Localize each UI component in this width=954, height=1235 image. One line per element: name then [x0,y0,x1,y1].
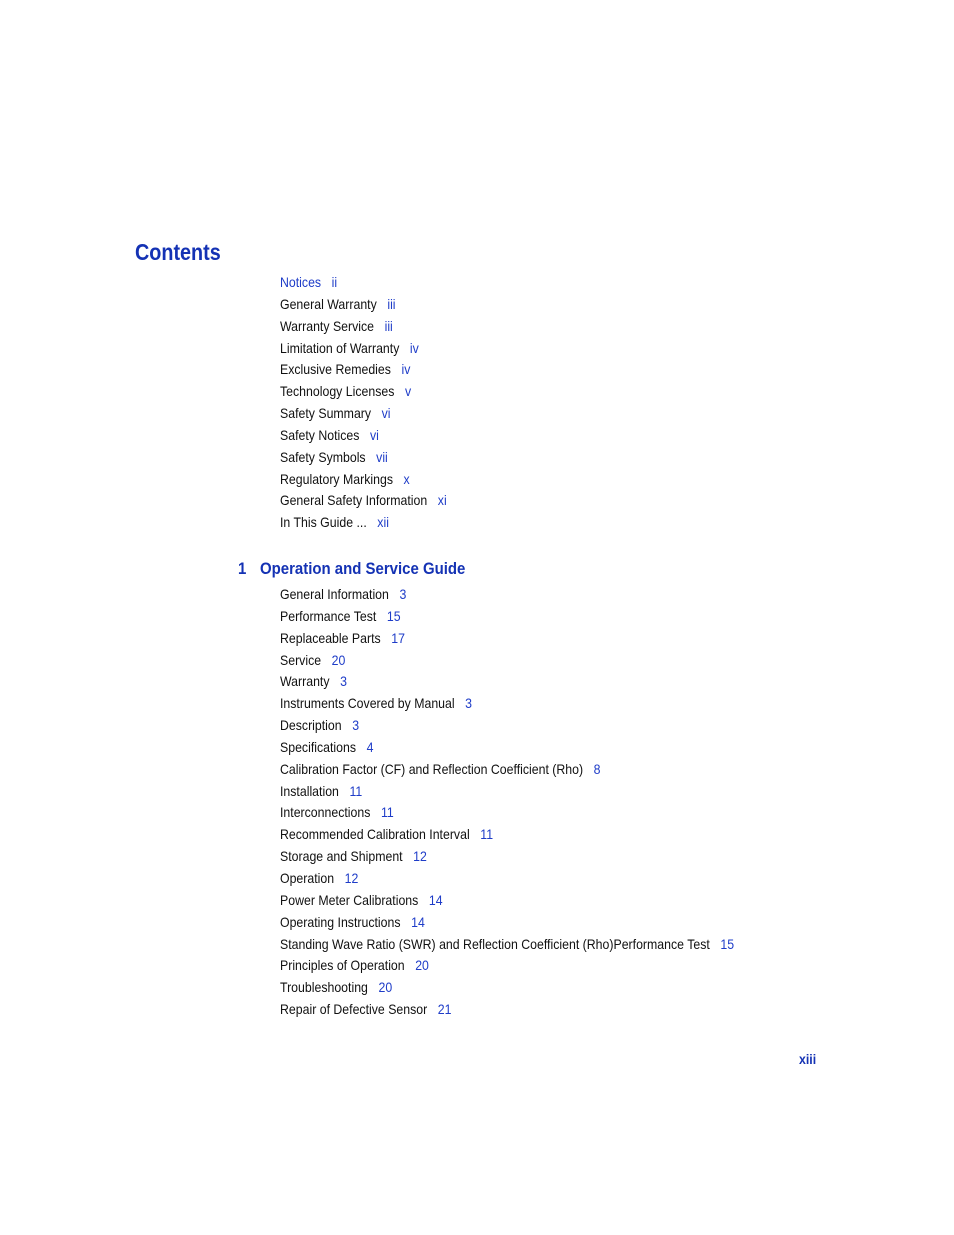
toc-entry-label: Operating Instructions [280,913,401,930]
toc-entry-label[interactable]: Notices [280,274,322,290]
toc-entry-general-safety-information[interactable] [280,490,447,512]
toc-entry[interactable] [280,868,734,890]
chapter-title[interactable]: Operation and Service Guide [260,559,466,578]
toc-page-link[interactable]: 15 [720,935,735,952]
toc-entry-label: Warranty Service [280,317,375,334]
toc-entry-label: General Safety Information [280,492,428,509]
toc-entry-label: Warranty [280,673,330,690]
toc-entry[interactable] [280,934,734,956]
toc-entry[interactable] [280,781,734,803]
toc-entry-label: Standing Wave Ratio (SWR) and Reflection Coefficient (Rho)Performance Test [280,935,710,952]
toc-page-link[interactable]: 12 [413,848,427,865]
toc-entry-label: Safety Symbols [280,448,366,465]
toc-page-link[interactable]: iii [384,317,393,334]
toc-page-link[interactable]: 21 [437,1001,452,1018]
toc-entry-label: Interconnections [280,804,371,821]
toc-entry-label: Troubleshooting [280,979,368,996]
toc-entry[interactable] [280,912,734,934]
toc-entry-safety-summary[interactable] [280,403,447,425]
toc-entry[interactable] [280,715,734,737]
toc-page-link[interactable]: 17 [391,629,405,646]
toc-entry-label: Replaceable Parts [280,629,381,646]
toc-page-link[interactable]: iv [409,339,419,356]
page-title: Contents [135,239,221,265]
toc-entry[interactable] [280,955,734,977]
toc-entry-technology-licenses[interactable] [280,381,447,403]
toc-page-link[interactable]: vi [381,405,391,422]
toc-entry-in-this-guide[interactable] [280,512,447,534]
toc-page-link[interactable]: 3 [399,586,407,602]
toc-page-link[interactable]: v [404,383,412,400]
toc-entry-notices[interactable] [280,272,447,294]
toc-page-link[interactable]: xi [437,492,447,509]
toc-entry[interactable] [280,606,734,628]
toc-entry-safety-symbols[interactable] [280,447,447,469]
toc-entry-label: Operation [280,869,335,886]
toc-page-link[interactable]: 20 [415,957,429,974]
toc-entry-limitation-of-warranty[interactable] [280,338,447,360]
toc-entry[interactable] [280,846,734,868]
toc-page-link[interactable]: 11 [480,826,494,843]
toc-entry-label: Performance Test [280,607,377,624]
toc-entry-warranty-service[interactable] [280,316,447,338]
toc-entry-label: Power Meter Calibrations [280,891,419,908]
toc-page-link[interactable]: 8 [593,760,601,777]
toc-entry[interactable] [280,737,734,759]
toc-entry[interactable] [280,671,734,693]
toc-entry-label: Regulatory Markings [280,470,393,487]
toc-entry[interactable] [280,693,734,715]
toc-page-link[interactable]: 12 [344,869,359,886]
toc-entry-label: Safety Notices [280,426,360,443]
toc-page-link[interactable]: vii [376,448,388,465]
toc-entry-label: Technology Licenses [280,383,395,400]
toc-entry[interactable] [280,584,734,606]
toc-entry-exclusive-remedies[interactable] [280,359,447,381]
toc-entry-safety-notices[interactable] [280,425,447,447]
toc-page-link[interactable]: x [403,470,410,487]
toc-entry[interactable] [280,890,734,912]
toc-page-link[interactable]: 20 [378,979,393,996]
toc-entry-label: Limitation of Warranty [280,339,400,356]
toc-entry-label: Description [280,717,342,734]
toc-entry[interactable] [280,650,734,672]
toc-page-link[interactable]: 11 [380,804,394,821]
toc-entry-label: Instruments Covered by Manual [280,695,455,712]
toc-entry[interactable] [280,759,734,781]
chapter-number: 1 [238,559,247,578]
toc-page-link[interactable]: 4 [366,738,374,755]
toc-entry-label: Principles of Operation [280,957,405,974]
toc-entry-label: Installation [280,782,339,799]
toc-page-link[interactable]: 3 [465,695,473,712]
toc-page-link[interactable]: 14 [428,891,443,908]
toc-page-link[interactable]: 3 [340,673,347,690]
front-matter-list [280,272,469,534]
toc-page-link[interactable]: 20 [331,651,346,668]
toc-page-link[interactable]: 15 [386,607,401,624]
toc-entry-label: General Information [280,586,389,602]
chapter-heading[interactable] [238,559,465,579]
page-number: xiii [799,1051,817,1067]
chapter-entry-list [280,584,796,1021]
toc-entry[interactable] [280,977,734,999]
toc-page-link[interactable]: 11 [349,782,363,799]
toc-page-link[interactable]: 14 [411,913,425,930]
toc-entry-label: Calibration Factor (CF) and Reflection Coefficient (Rho) [280,760,584,777]
toc-entry-label: Exclusive Remedies [280,361,391,378]
toc-entry[interactable] [280,628,734,650]
toc-entry-label: General Warranty [280,295,377,312]
toc-entry-label: Service [280,651,322,668]
toc-page-link[interactable]: vi [369,426,379,443]
toc-entry-label: Safety Summary [280,405,372,422]
toc-page-link[interactable]: 3 [352,717,360,734]
toc-entry-label: Recommended Calibration Interval [280,826,470,843]
toc-entry-label: Repair of Defective Sensor [280,1001,428,1018]
toc-entry-regulatory-markings[interactable] [280,469,447,491]
toc-entry-label: Storage and Shipment [280,848,403,865]
toc-entry-label: In This Guide ... [280,514,367,531]
toc-page-link[interactable]: iv [401,361,411,378]
toc-entry-general-warranty[interactable] [280,294,447,316]
toc-page-link[interactable]: xii [377,514,389,531]
toc-entry[interactable] [280,802,734,824]
toc-entry[interactable] [280,824,734,846]
toc-entry-label: Specifications [280,738,357,755]
toc-page-link[interactable]: ii [331,274,338,290]
toc-entry[interactable] [280,999,734,1021]
toc-page-link[interactable]: iii [387,295,396,312]
